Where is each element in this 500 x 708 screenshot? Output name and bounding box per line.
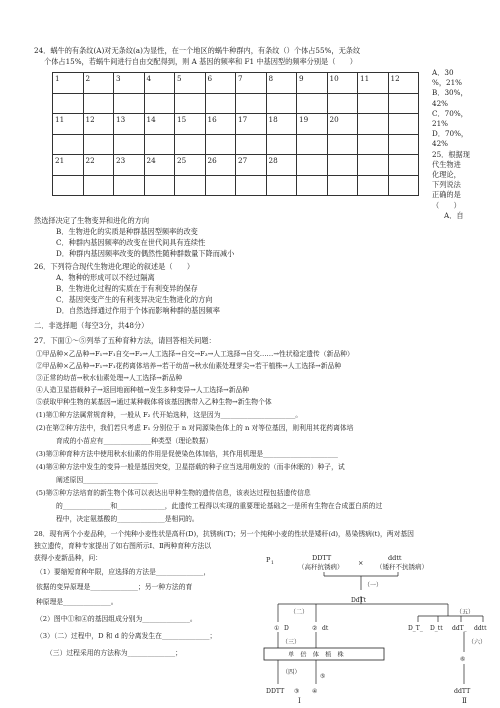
method-1-label: Ⅰ — [298, 697, 301, 704]
p-subscript: 1 — [271, 561, 274, 566]
q24-option-line: %，21% — [432, 78, 462, 88]
q28-stem-2: 独立遗传，育种专家提出了如右图所示Ⅰ、Ⅱ两种育种方法以 — [34, 542, 212, 550]
grid-cell: 16 — [205, 114, 236, 135]
grid-cell — [144, 134, 175, 155]
q27-question-5-cont: 的______________和______________，此遗传工程得以实现的重要理论基础之一是所有生物在合成蛋白质的过 — [56, 502, 383, 510]
step-5-label: （五） — [456, 609, 475, 616]
grid-cell — [236, 175, 267, 196]
q27-question-1: (1)第①种方法属常规育种，一般从 F₂ 代开始选种，这是因为______________________。 — [36, 411, 303, 419]
q24-options — [432, 68, 470, 221]
parent-left-desc: （高秆抗锈病） — [298, 563, 344, 571]
grid-cell: 21 — [53, 155, 84, 176]
grid-cell: 11 — [53, 114, 84, 135]
step-2-label: （二） — [290, 609, 309, 616]
q26-option-c: C．基因突变产生的有利变异决定生物进化的方向 — [56, 295, 213, 304]
q27-stem: 27．下面①～⑤列举了五种育种方法，请回答相关问题： — [34, 336, 216, 345]
grid-cell: 27 — [236, 155, 267, 176]
grid-cell: 14 — [144, 114, 175, 135]
grid-cell — [205, 93, 236, 114]
q25-side-line: （ ） — [432, 200, 461, 210]
q28-question-1-end: 种原理是______________。 — [36, 598, 118, 606]
q27-question-4-cont: 阐述原因______________________ — [56, 476, 158, 484]
grid-cell — [144, 93, 175, 114]
grid-cell — [388, 114, 419, 135]
grid-cell: 23 — [114, 155, 145, 176]
grid-cell: 22 — [83, 155, 114, 176]
grid-cell: 24 — [144, 155, 175, 176]
f2-class-4: ddtt — [474, 625, 487, 632]
q25-side-line: A．自 — [444, 210, 464, 220]
grid-cell — [297, 175, 328, 196]
q28-stem-3: 获得小麦新品种，问： — [34, 554, 102, 562]
step-3-label: （三） — [282, 639, 301, 646]
grid-cell: 20 — [327, 114, 358, 135]
grid-cell — [297, 155, 328, 176]
grid-cell: 4 — [144, 73, 175, 94]
parent-left-genotype: DDTT — [312, 554, 332, 562]
q28-question-3-cont: （三）过程采用的方法称为______________； — [46, 649, 182, 657]
q26-option-a: A．物种的形成可以不经过隔离 — [56, 273, 155, 282]
q25-option-b: B．生物进化的实质是种群基因型频率的改变 — [56, 227, 198, 236]
q24-option-line: C．70%， — [432, 108, 468, 118]
grid-cell — [388, 93, 419, 114]
q26-stem: 26．下列符合现代生物进化理论的叙述是（ ） — [34, 262, 195, 271]
q25-side-line: 下列说法 — [432, 180, 461, 190]
q25-option-c: C．种群内基因频率的改变在世代间具有连续性 — [56, 238, 206, 247]
bottom-genotype-left: DDTT — [266, 688, 285, 695]
grid-cell — [327, 93, 358, 114]
grid-cell: 8 — [266, 73, 297, 94]
grid-cell — [175, 93, 206, 114]
grid-cell: 26 — [205, 155, 236, 176]
grid-cell: 15 — [175, 114, 206, 135]
q28-question-3: （3）（二）过程中，D 和 d 的分离发生在______________； — [36, 632, 217, 640]
grid-cell — [327, 155, 358, 176]
grid-cell: 25 — [175, 155, 206, 176]
grid-cell — [327, 175, 358, 196]
f1-genotype: DdTt — [351, 597, 367, 604]
q27-question-2-cont: 育成的小苗应有______________种类型（理论数据） — [56, 437, 213, 445]
q24-option-line: D．70%， — [432, 129, 469, 139]
breeding-diagram — [258, 552, 494, 704]
grid-cell — [144, 175, 175, 196]
q27-question-5: (5)第⑤种方法培育的新生物个体可以表达出甲种生物的遗传信息，该表达过程包括遗传信息 — [36, 489, 311, 497]
grid-cell — [83, 134, 114, 155]
grid-row — [53, 114, 419, 135]
node-5: ⑤ — [320, 673, 326, 680]
grid-cell — [205, 134, 236, 155]
grid-cell: 11 — [358, 73, 389, 94]
grid-cell — [114, 134, 145, 155]
grid-row — [53, 93, 419, 114]
number-grid — [52, 72, 419, 196]
grid-cell — [53, 175, 84, 196]
grid-cell: 18 — [266, 114, 297, 135]
q25-side-line: 25．根据现 — [432, 149, 470, 159]
step-4-label: （四） — [282, 669, 301, 676]
f2-class-1: D_T_ — [408, 625, 423, 632]
grid-cell — [266, 93, 297, 114]
grid-cell — [205, 175, 236, 196]
grid-cell — [83, 93, 114, 114]
grid-cell: 6 — [205, 73, 236, 94]
q24-stem-1: 24．蜗牛的有条纹(A)对无条纹(a)为显性，在一个地区的蜗牛种群内，有条纹（）个体占55%，无条纹 — [34, 46, 361, 55]
grid-cell: 9 — [297, 73, 328, 94]
q28-stem-1: 28．现有两个小麦品种，一个纯种小麦性状是高秆(D)，抗锈病(T)；另一个纯种小麦的性状是矮秆(d)，易染锈病(t)，两对基因 — [34, 530, 414, 538]
q28-question-2: （2）图中①和④的基因组成分别为______________。 — [36, 615, 197, 623]
grid-cell: 19 — [297, 114, 328, 135]
q25-side-line: 化理论， — [432, 170, 461, 180]
q25-side-line: 代生物进 — [432, 159, 461, 169]
grid-row — [53, 134, 419, 155]
grid-row — [53, 73, 419, 94]
bottom-node-4: ④ — [312, 688, 318, 695]
q27-method-5: ⑤获取甲种生物的某基因→通过某种载体将该基因携带入乙种生物→新生物个体 — [36, 398, 272, 406]
grid-cell — [53, 93, 84, 114]
grid-cell — [358, 134, 389, 155]
grid-cell — [236, 93, 267, 114]
grid-cell — [388, 134, 419, 155]
f2-class-2: D_tt — [430, 625, 443, 632]
q27-method-1: ①甲品种×乙品种→F₁→F₁自交→F₂→人工选择→自交→F₃→人工选择→自交……→性状稳定遗传（新品种） — [36, 350, 354, 358]
grid-cell — [358, 114, 389, 135]
parent-right-genotype: ddtt — [388, 554, 402, 562]
q28-question-1-cont: 依据的变异原理是______________；另一种方法的育 — [36, 583, 193, 591]
node-6: ⑥ — [460, 656, 466, 663]
step-1-label: （一） — [364, 582, 383, 589]
grid-cell — [175, 175, 206, 196]
q27-question-5-end: 程中，决定氨基酸的______________是相同的。 — [56, 515, 199, 523]
haploid-box-label: 单 倍 体 植 株 — [288, 651, 344, 659]
grid-cell — [297, 93, 328, 114]
q24-option-line: 42% — [432, 139, 448, 149]
parent-right-desc: （矮秆不抗锈病） — [376, 563, 428, 571]
q24-stem-2: 个体占15%，若蜗牛间进行自由交配得到，则 A 基因的频率和 F1 中基因型的频率分别是（ ） — [44, 57, 357, 66]
grid-cell: 28 — [266, 155, 297, 176]
grid-cell: 10 — [327, 73, 358, 94]
grid-cell — [114, 93, 145, 114]
grid-cell: 2 — [83, 73, 114, 94]
grid-cell — [297, 134, 328, 155]
q28-question-1: （1）要缩短育种年限，应选择的方法是______________， — [36, 568, 211, 576]
bottom-genotype-right: ddTT — [454, 688, 471, 695]
node-dt: dt — [322, 625, 329, 632]
method-2-label: Ⅱ — [462, 697, 467, 704]
q27-question-2: (2)在第②种方法中，我们若只考虑 F₁ 分别位于 n 对同源染色体上的 n 对等位基因，则利用其花药离体培 — [36, 424, 354, 432]
grid-cell — [83, 175, 114, 196]
q27-question-3: (3)第③种育种方法中使用秋水仙素的作用是促使染色体加倍，其作用机理是______________________ — [36, 450, 338, 458]
bottom-node-3: ③ — [294, 688, 300, 695]
q26-option-d: D．自然选择通过作用于个体而影响种群的基因频率 — [56, 306, 220, 315]
q24-option-line: 21% — [432, 119, 448, 129]
grid-cell — [266, 134, 297, 155]
q24-option-line: B．30%， — [432, 88, 468, 98]
q25-stem-cont: 然选择决定了生物变异和进化的方向 — [34, 216, 150, 225]
grid-cell — [358, 175, 389, 196]
grid-cell — [327, 134, 358, 155]
cross-symbol: × — [358, 559, 364, 567]
grid-cell: 12 — [83, 114, 114, 135]
grid-cell: 7 — [236, 73, 267, 94]
grid-cell — [53, 134, 84, 155]
grid-cell: 13 — [114, 114, 145, 135]
f2-class-3: ddT_ — [452, 625, 467, 632]
grid-cell — [175, 134, 206, 155]
node-d: D — [284, 625, 289, 632]
step-6-label: （六） — [468, 639, 487, 646]
grid-row — [53, 175, 419, 196]
q25-option-d: D．种群内基因频率改变的偶然性随种群数量下降而减小 — [56, 249, 235, 258]
p-label: P — [266, 556, 271, 564]
q27-method-3: ③正常的幼苗→秋水仙素处理→人工选择→新品种 — [36, 374, 183, 382]
grid-cell — [358, 93, 389, 114]
grid-row — [53, 155, 419, 176]
q27-method-4: ④人造卫星搭载种子→返回地面种植→发生多种变异→人工选择→新品种 — [36, 386, 250, 394]
grid-cell — [114, 175, 145, 196]
grid-cell — [358, 155, 389, 176]
q25-side-line: 正确的是 — [432, 190, 461, 200]
q27-method-2: ②甲品种×乙品种→F₁→F₁花药离体培养→若干幼苗→秋水仙素处理芽尖→若干植株→人工选择→新品种 — [36, 362, 342, 370]
grid-cell: 5 — [175, 73, 206, 94]
grid-cell: 17 — [236, 114, 267, 135]
section-heading: 二．非选择题（每空3分，共48分） — [34, 321, 149, 330]
grid-cell — [236, 134, 267, 155]
node-2: ② — [312, 625, 318, 632]
q26-option-b: B．生物进化过程的实质在于有利变异的保存 — [56, 284, 198, 293]
grid-cell — [388, 155, 419, 176]
grid-cell: 3 — [114, 73, 145, 94]
grid-cell: 1 — [53, 73, 84, 94]
node-1: ① — [274, 625, 280, 632]
q24-option-line: A．30 — [432, 68, 454, 77]
grid-cell: 12 — [388, 73, 419, 94]
q24-option-line: 42% — [432, 98, 448, 108]
grid-cell — [388, 175, 419, 196]
q27-question-4: (4)第④种方法中发生的变异一般是基因突变，卫星搭载的种子应当选用萌发的（而非休眠的）种子，试 — [36, 463, 345, 471]
grid-cell — [266, 175, 297, 196]
